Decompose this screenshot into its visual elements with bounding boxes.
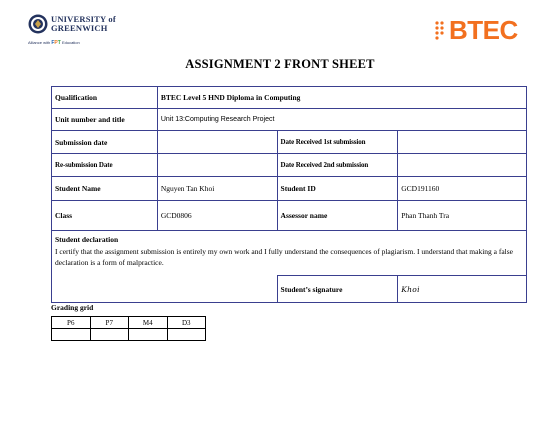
class-label: Class (52, 201, 158, 231)
qualification-label: Qualification (52, 87, 158, 109)
declaration-title: Student declaration (55, 235, 119, 244)
unit-row (52, 109, 527, 131)
submission-date-value (157, 131, 277, 154)
student-id-value: GCD191160 (398, 177, 527, 201)
student-row (52, 177, 527, 201)
university-name-line1: UNIVERSITY of (51, 14, 116, 24)
signature-label: Student’s signature (277, 276, 398, 303)
resubmission-date-label: Re-submission Date (52, 154, 158, 177)
submission-date-label: Submission date (52, 131, 158, 154)
signature-spacer (52, 276, 278, 303)
grade-header-d3: D3 (167, 317, 206, 329)
university-crest-icon (28, 13, 48, 35)
grading-grid (51, 316, 206, 341)
declaration-row (52, 231, 527, 276)
date-received-1-label: Date Received 1st submission (277, 131, 398, 154)
page-title: ASSIGNMENT 2 FRONT SHEET (185, 57, 375, 71)
grade-header-m4: M4 (129, 317, 168, 329)
grading-value-row (52, 329, 206, 341)
signature-value: Khoi (398, 276, 527, 303)
qualification-row (52, 87, 527, 109)
student-id-label: Student ID (277, 177, 398, 201)
university-of-greenwich-logo (28, 13, 138, 47)
alliance-line (28, 40, 80, 46)
student-name-value: Nguyen Tan Khoi (157, 177, 277, 201)
resubmission-row (52, 154, 527, 177)
assessor-label: Assessor name (277, 201, 398, 231)
date-received-1-value (398, 131, 527, 154)
class-row (52, 201, 527, 231)
declaration-cell (52, 231, 527, 276)
date-received-2-value (398, 154, 527, 177)
qualification-value: BTEC Level 5 HND Diploma in Computing (157, 87, 526, 109)
grade-header-p6: P6 (52, 317, 91, 329)
university-name (51, 15, 116, 33)
grade-value-p6 (52, 329, 91, 341)
submission-date-row (52, 131, 527, 154)
university-name-line2: GREENWICH (51, 23, 108, 33)
unit-value: Unit 13:Computing Research Project (157, 109, 526, 131)
alliance-prefix: Alliance with (28, 40, 51, 46)
unit-label: Unit number and title (52, 109, 158, 131)
grade-value-m4 (129, 329, 168, 341)
date-received-2-label: Date Received 2nd submission (277, 154, 398, 177)
btec-logo (434, 14, 530, 48)
grade-header-p7: P7 (90, 317, 129, 329)
grading-header-row (52, 317, 206, 329)
signature-row (52, 276, 527, 303)
class-value: GCD0806 (157, 201, 277, 231)
student-name-label: Student Name (52, 177, 158, 201)
btec-wordmark: BTEC (449, 15, 518, 45)
fpt-logo: FPT (51, 40, 61, 46)
front-sheet-table (51, 86, 527, 303)
resubmission-date-value (157, 154, 277, 177)
alliance-suffix: Education (61, 40, 80, 46)
declaration-text: I certify that the assignment submission is entirely my own work and I fully understand the consequences of plagiarism. I understand that making a false declaration is a form of malpractice. (55, 247, 514, 267)
grade-value-p7 (90, 329, 129, 341)
assessor-value: Phan Thanh Tra (398, 201, 527, 231)
grade-value-d3 (167, 329, 206, 341)
grading-grid-label: Grading grid (51, 303, 94, 312)
